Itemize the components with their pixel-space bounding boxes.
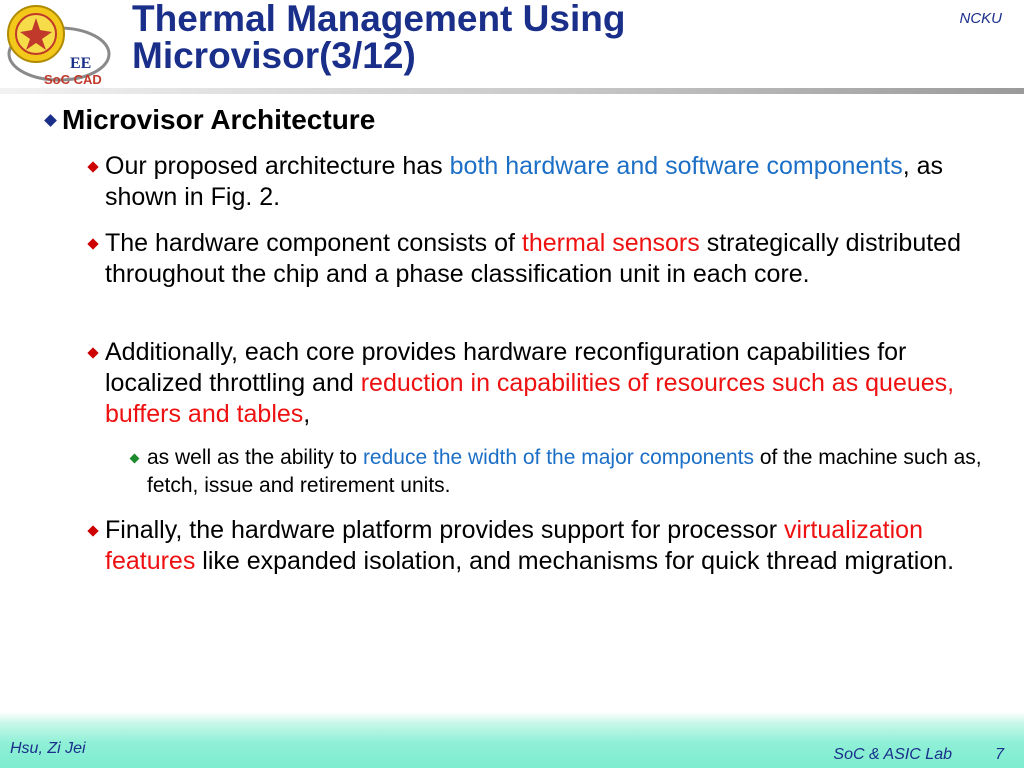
text-run: The hardware component consists of: [105, 229, 522, 257]
bullet-text: [105, 337, 988, 430]
text-run: Microvisor Architecture: [62, 104, 376, 135]
highlighted-text: both hardware and software components: [449, 152, 903, 180]
bullet-text: [105, 151, 988, 213]
title-line-1: Thermal Management Using: [132, 0, 626, 39]
title-line-2: Microvisor(3/12): [132, 35, 416, 76]
bullet-5: [88, 515, 988, 577]
diamond-bullet-icon: [87, 161, 98, 172]
bullet-3: [88, 337, 988, 430]
diamond-bullet-icon: [130, 454, 140, 464]
bullet-2: [88, 228, 988, 290]
slide-title: [132, 0, 772, 74]
text-run: ,: [303, 400, 311, 428]
text-run: Finally, the hardware platform provides support for processor: [105, 516, 785, 544]
text-run: like expanded isolation, and mechanisms for quick thread migration.: [195, 547, 955, 575]
diamond-bullet-icon: [87, 347, 98, 358]
text-run: of the machine such as, fetch, issue and retirement units.: [147, 446, 982, 497]
bullet-text: [147, 444, 990, 500]
bullet-0: [44, 102, 375, 138]
svg-text:SoC CAD: SoC CAD: [44, 72, 102, 86]
diamond-bullet-icon: [87, 238, 98, 249]
footer-lab: SoC & ASIC Lab: [833, 746, 952, 763]
bullet-text: [62, 102, 375, 138]
bullet-4: [130, 444, 990, 500]
highlighted-text: virtualization features: [105, 516, 923, 575]
page-number: 7: [995, 746, 1004, 763]
title-divider: [0, 88, 1024, 94]
soc-cad-logo-icon: [4, 2, 114, 86]
highlighted-text: thermal sensors: [521, 229, 700, 257]
text-run: as well as the ability to: [147, 446, 363, 469]
bullet-1: [88, 151, 988, 213]
diamond-bullet-icon: [44, 114, 57, 127]
diamond-bullet-icon: [87, 525, 98, 536]
svg-text:EE: EE: [70, 55, 92, 72]
footer-author: Hsu, Zi Jei: [10, 740, 86, 757]
text-run: , as shown in Fig. 2.: [105, 152, 943, 211]
text-run: strategically distributed throughout the chip and a phase classification unit in each core.: [105, 229, 961, 288]
highlighted-text: reduction in capabilities of resources such as queues, buffers and tables: [105, 369, 955, 428]
bullet-text: [105, 515, 988, 577]
highlighted-text: reduce the width of the major components: [362, 446, 754, 469]
text-run: Our proposed architecture has: [105, 152, 450, 180]
affiliation-label: NCKU: [959, 10, 1002, 27]
bullet-text: [105, 228, 988, 290]
text-run: Additionally, each core provides hardware reconfiguration capabilities for localized throttling and: [105, 338, 907, 397]
